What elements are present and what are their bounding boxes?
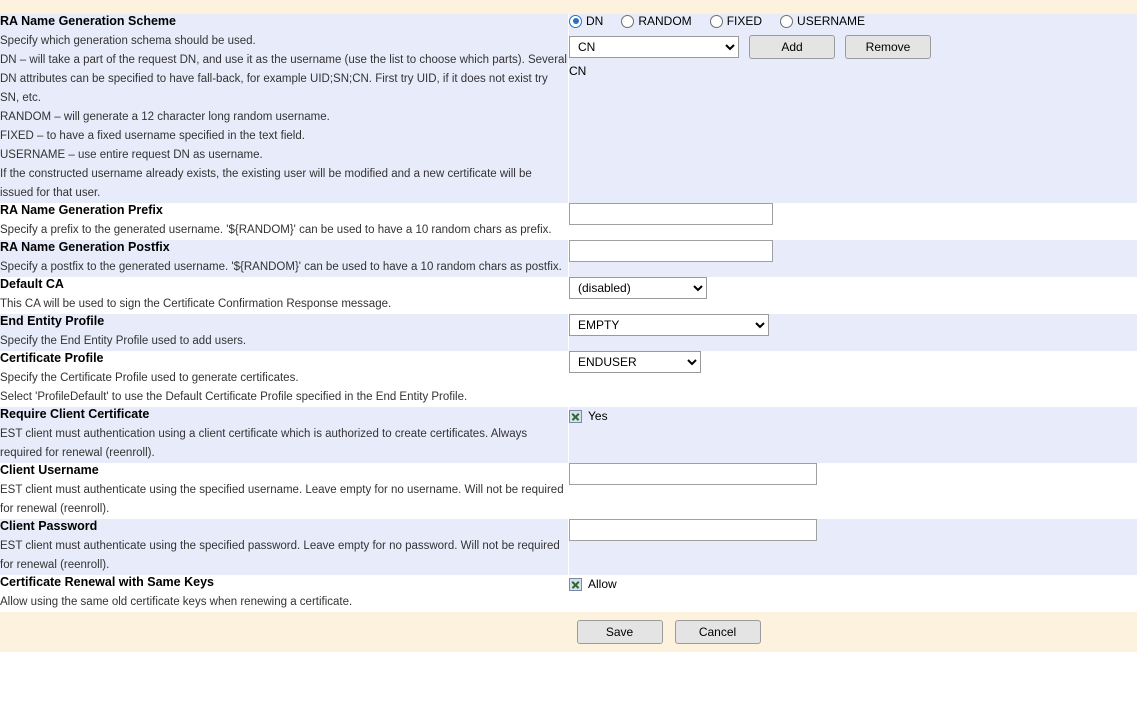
checkbox-label: Yes <box>588 409 608 423</box>
field-title: End Entity Profile <box>0 314 105 328</box>
field-title: RA Name Generation Postfix <box>0 240 170 254</box>
field-cell-client-password <box>569 519 1137 575</box>
top-spacer-left <box>0 0 569 14</box>
desc-line: This CA will be used to sign the Certificate Confirmation Response message. <box>0 298 392 310</box>
radio-label: DN <box>586 14 604 28</box>
checkbox-label: Allow <box>588 577 617 591</box>
field-cell-require-client-certificate <box>569 407 1137 463</box>
label-cell-client-password <box>0 519 569 575</box>
radio-option-random[interactable] <box>621 14 691 28</box>
remove-button[interactable]: Remove <box>845 35 931 59</box>
field-description <box>0 537 568 575</box>
require-client-certificate-checkbox[interactable] <box>569 407 1137 423</box>
certificate-profile-select[interactable] <box>569 351 701 373</box>
field-title: Client Username <box>0 463 99 477</box>
desc-line: Specify which generation schema should be used. <box>0 35 256 47</box>
top-spacer-row <box>0 0 1137 14</box>
label-cell-ra-name-generation-scheme <box>0 14 569 203</box>
selected-dn-parts-list: CN <box>569 64 587 78</box>
field-cell-certificate-renewal-same-keys <box>569 575 1137 612</box>
form-footer-row <box>0 612 1137 652</box>
field-description <box>0 593 568 612</box>
desc-line: If the constructed username already exists, the existing user will be modified and a new certificate will be issued for that user. <box>0 168 532 199</box>
field-title: RA Name Generation Prefix <box>0 203 163 217</box>
checkbox-icon[interactable] <box>569 578 582 591</box>
row-client-username <box>0 463 1137 519</box>
field-cell-end-entity-profile <box>569 314 1137 351</box>
desc-line: Specify a postfix to the generated username. '${RANDOM}' can be used to have a 10 random chars as postfix. <box>0 261 562 273</box>
desc-line: Select 'ProfileDefault' to use the Default Certificate Profile specified in the End Entity Profile. <box>0 391 468 403</box>
ra-name-generation-postfix-input[interactable] <box>569 240 773 262</box>
label-cell-ra-name-generation-prefix <box>0 203 569 240</box>
field-description <box>0 221 568 240</box>
desc-line: EST client must authenticate using the specified password. Leave empty for no password. Will not be required for renewal (reenroll). <box>0 540 560 571</box>
field-cell-ra-name-generation-postfix <box>569 240 1137 277</box>
radio-option-username[interactable] <box>780 14 865 28</box>
add-button[interactable]: Add <box>749 35 835 59</box>
end-entity-profile-select[interactable] <box>569 314 769 336</box>
field-description <box>0 258 568 277</box>
row-ra-name-generation-postfix <box>0 240 1137 277</box>
desc-line: Specify the Certificate Profile used to generate certificates. <box>0 372 299 384</box>
footer-buttons <box>577 620 1130 644</box>
dn-part-controls <box>569 35 1137 59</box>
footer-actions-cell <box>569 612 1137 652</box>
field-cell-client-username <box>569 463 1137 519</box>
field-title: Certificate Renewal with Same Keys <box>0 575 214 589</box>
label-cell-ra-name-generation-postfix <box>0 240 569 277</box>
radio-option-fixed[interactable] <box>710 14 762 28</box>
client-username-input[interactable] <box>569 463 817 485</box>
row-ra-name-generation-scheme <box>0 14 1137 203</box>
radio-option-dn[interactable] <box>569 14 603 28</box>
field-title: Default CA <box>0 277 64 291</box>
field-description <box>0 425 568 463</box>
field-cell-certificate-profile <box>569 351 1137 407</box>
field-description <box>0 32 568 203</box>
row-certificate-renewal-same-keys <box>0 575 1137 612</box>
field-description <box>0 332 568 351</box>
label-cell-certificate-renewal-same-keys <box>0 575 569 612</box>
row-client-password <box>0 519 1137 575</box>
desc-line: Specify the End Entity Profile used to add users. <box>0 335 247 347</box>
field-description <box>0 369 568 407</box>
desc-line: EST client must authentication using a client certificate which is authorized to create certificates. Always required for renewal (reenroll). <box>0 428 528 459</box>
field-title: RA Name Generation Scheme <box>0 14 176 28</box>
field-title: Client Password <box>0 519 98 533</box>
radio-icon[interactable] <box>569 15 582 28</box>
desc-line: FIXED – to have a fixed username specified in the text field. <box>0 130 305 142</box>
field-cell-default-ca <box>569 277 1137 314</box>
radio-icon[interactable] <box>780 15 793 28</box>
label-cell-certificate-profile <box>0 351 569 407</box>
row-default-ca <box>0 277 1137 314</box>
row-require-client-certificate <box>0 407 1137 463</box>
cancel-button[interactable]: Cancel <box>675 620 761 644</box>
desc-line: DN – will take a part of the request DN, and use it as the username (use the list to choose which parts). Several DN attributes can be specified to have fall-back, for example UID;SN;CN. First try UID, if it does not exist try SN, etc. <box>0 54 567 104</box>
desc-line: RANDOM – will generate a 12 character long random username. <box>0 111 330 123</box>
name-generation-scheme-radio-group <box>569 14 1137 28</box>
field-description <box>0 295 568 314</box>
dn-part-select[interactable] <box>569 36 739 58</box>
client-password-input[interactable] <box>569 519 817 541</box>
radio-label: FIXED <box>726 14 763 28</box>
certificate-renewal-same-keys-checkbox[interactable] <box>569 575 1137 591</box>
radio-icon[interactable] <box>621 15 634 28</box>
row-end-entity-profile <box>0 314 1137 351</box>
field-title: Require Client Certificate <box>0 407 150 421</box>
default-ca-select[interactable] <box>569 277 707 299</box>
row-ra-name-generation-prefix <box>0 203 1137 240</box>
label-cell-default-ca <box>0 277 569 314</box>
label-cell-client-username <box>0 463 569 519</box>
desc-line: EST client must authenticate using the specified username. Leave empty for no username. Will not be required for renewal (reenroll). <box>0 484 564 515</box>
radio-label: RANDOM <box>638 14 692 28</box>
radio-label: USERNAME <box>797 14 866 28</box>
ra-name-generation-prefix-input[interactable] <box>569 203 773 225</box>
field-cell-ra-name-generation-prefix <box>569 203 1137 240</box>
label-cell-end-entity-profile <box>0 314 569 351</box>
field-title: Certificate Profile <box>0 351 104 365</box>
desc-line: Specify a prefix to the generated username. '${RANDOM}' can be used to have a 10 random chars as prefix. <box>0 224 552 236</box>
save-button[interactable]: Save <box>577 620 663 644</box>
footer-left-cell <box>0 612 569 652</box>
row-certificate-profile <box>0 351 1137 407</box>
radio-icon[interactable] <box>710 15 723 28</box>
field-description <box>0 481 568 519</box>
top-spacer-right <box>569 0 1137 14</box>
desc-line: Allow using the same old certificate keys when renewing a certificate. <box>0 596 353 608</box>
checkbox-icon[interactable] <box>569 410 582 423</box>
desc-line: USERNAME – use entire request DN as username. <box>0 149 263 161</box>
label-cell-require-client-certificate <box>0 407 569 463</box>
field-cell-ra-name-generation-scheme <box>569 14 1137 203</box>
